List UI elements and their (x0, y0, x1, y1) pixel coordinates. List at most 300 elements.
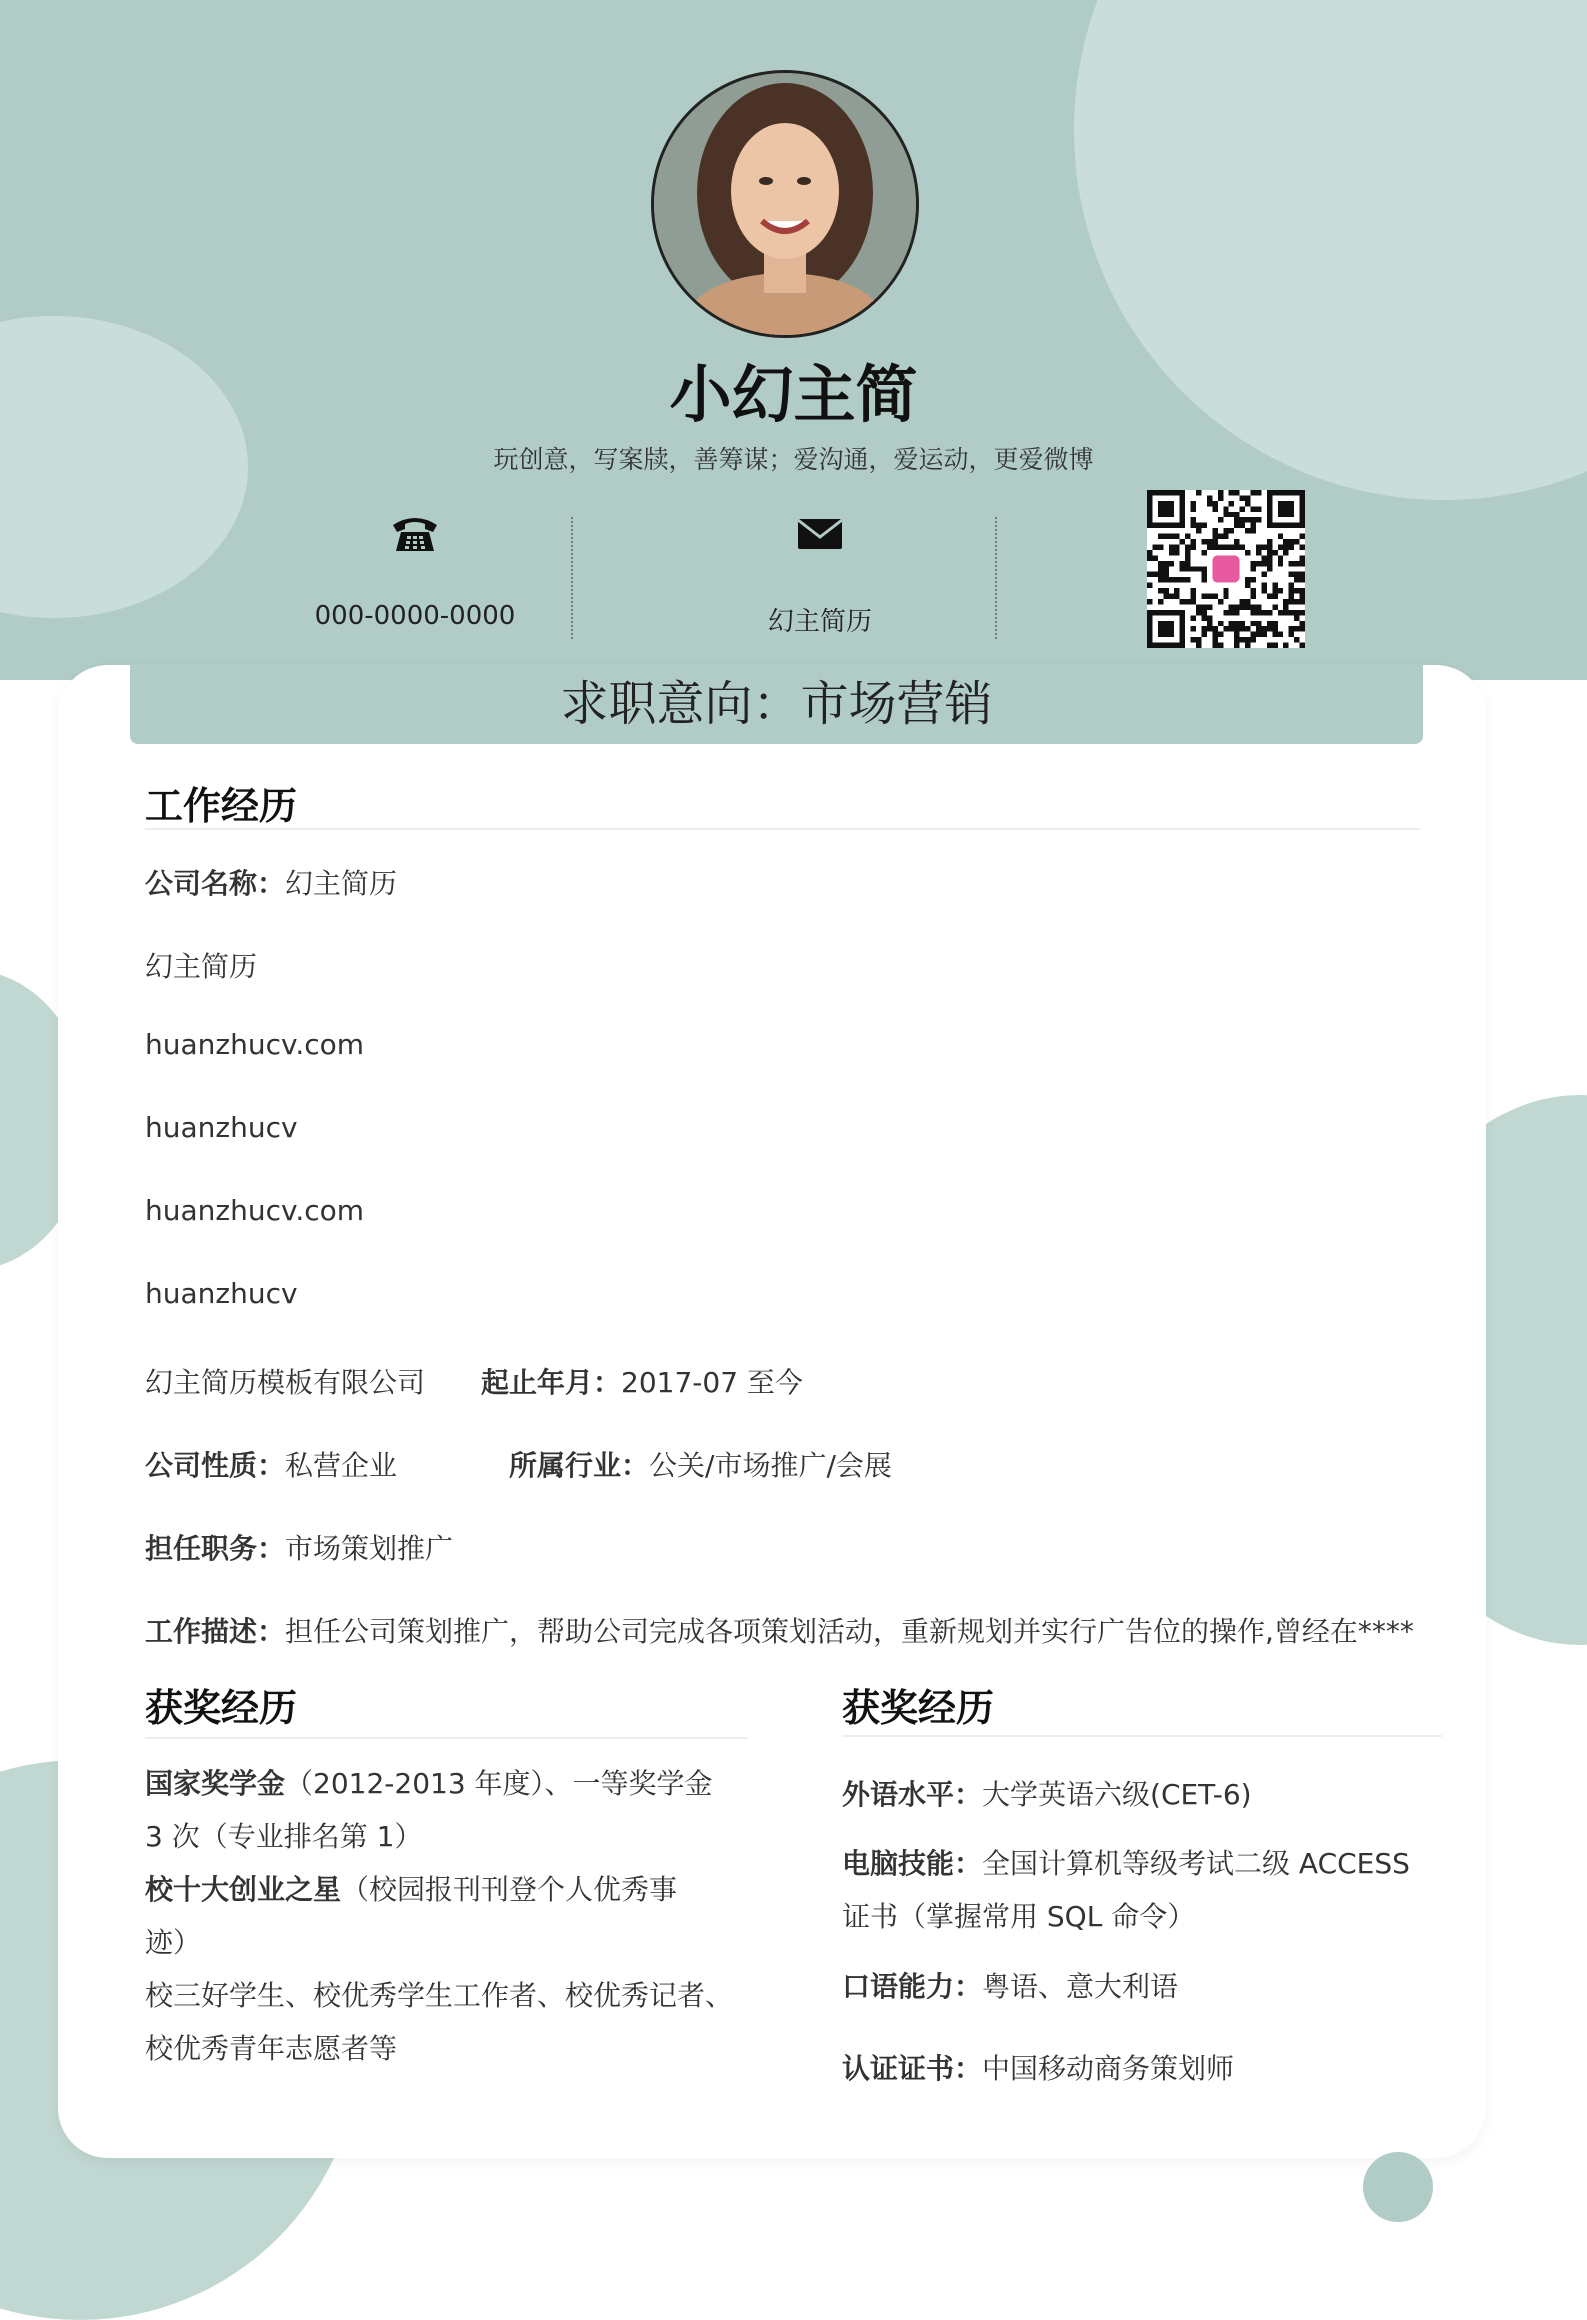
qr-module (1278, 501, 1283, 506)
qr-module (1267, 512, 1272, 517)
qr-module (1212, 632, 1217, 637)
qr-module (1169, 621, 1174, 626)
qr-module (1147, 621, 1152, 626)
work-line-3: huanzhucv (145, 1111, 298, 1144)
qr-module (1169, 610, 1174, 615)
qr-module (1283, 512, 1288, 517)
oral-label: 口语能力： (842, 1970, 983, 2003)
qr-module (1245, 577, 1250, 582)
qr-module (1185, 599, 1190, 604)
qr-module (1191, 506, 1196, 511)
qr-module (1218, 534, 1223, 539)
qr-module (1158, 561, 1163, 566)
qr-module (1191, 599, 1196, 604)
qr-module (1158, 512, 1163, 517)
qr-module (1158, 544, 1163, 549)
qr-module (1212, 539, 1217, 544)
qr-module (1174, 610, 1179, 615)
qr-module (1163, 621, 1168, 626)
award-item: 校三好学生、校优秀学生工作者、校优秀记者、 (145, 1979, 734, 2012)
qr-module (1185, 561, 1190, 566)
qr-module (1300, 621, 1305, 626)
description-value: 担任公司策划推广，帮助公司完成各项策划活动，重新规划并实行广告位的操作,曾经在**** (285, 1615, 1414, 1648)
qr-module (1256, 604, 1261, 609)
qr-module (1229, 512, 1234, 517)
qr-module (1174, 577, 1179, 582)
qr-module (1294, 490, 1299, 495)
qr-module (1196, 643, 1201, 648)
qr-module (1283, 643, 1288, 648)
qr-module (1261, 572, 1266, 577)
qr-module (1180, 539, 1185, 544)
role-label: 担任职务： (145, 1532, 286, 1565)
qr-module (1169, 594, 1174, 599)
qr-module (1267, 544, 1272, 549)
company-full-name: 幻主简历模板有限公司 (145, 1366, 426, 1399)
qr-module (1169, 523, 1174, 528)
qr-module (1229, 490, 1234, 495)
qr-module (1300, 517, 1305, 522)
qr-module (1272, 550, 1277, 555)
qr-module (1278, 588, 1283, 593)
qr-module (1196, 523, 1201, 528)
qr-module (1245, 604, 1250, 609)
qr-module (1152, 523, 1157, 528)
work-line-2: huanzhucv.com (145, 1028, 365, 1061)
qr-module (1300, 506, 1305, 511)
qr-module (1278, 561, 1283, 566)
qr-module (1261, 555, 1266, 560)
qr-module (1191, 637, 1196, 642)
description-row (145, 1610, 1414, 1650)
qr-module (1234, 632, 1239, 637)
qr-module (1245, 528, 1250, 533)
qr-module (1229, 626, 1234, 631)
decor-dot-bottom-right (1363, 2152, 1433, 2222)
qr-module (1169, 501, 1174, 506)
qr-module (1163, 512, 1168, 517)
envelope-icon (792, 505, 848, 561)
qr-module (1240, 495, 1245, 500)
qr-module (1218, 490, 1223, 495)
qr-module (1191, 615, 1196, 620)
qr-module (1245, 550, 1250, 555)
qr-module (1245, 583, 1250, 588)
qr-module (1300, 626, 1305, 631)
qr-module (1212, 643, 1217, 648)
qr-module (1261, 626, 1266, 631)
qr-module (1267, 643, 1272, 648)
qr-module (1147, 583, 1152, 588)
qr-module (1234, 637, 1239, 642)
qr-module (1251, 566, 1256, 571)
company-nature-value: 私营企业 (285, 1449, 398, 1482)
qr-module (1196, 604, 1201, 609)
qr-module (1300, 588, 1305, 593)
qr-module (1267, 550, 1272, 555)
qr-module (1289, 539, 1294, 544)
avatar (651, 70, 919, 338)
qr-module (1201, 572, 1206, 577)
qr-module (1223, 512, 1228, 517)
qr-module (1158, 490, 1163, 495)
qr-module (1147, 490, 1152, 495)
qr-module (1240, 517, 1245, 522)
qr-module (1147, 637, 1152, 642)
qr-module (1158, 572, 1163, 577)
qr-module (1180, 561, 1185, 566)
qr-module (1278, 490, 1283, 495)
qr-module (1191, 544, 1196, 549)
qr-module (1207, 594, 1212, 599)
section-rule-work (145, 828, 1420, 830)
qr-module (1289, 594, 1294, 599)
qr-module (1289, 523, 1294, 528)
company-name-value: 幻主简历 (285, 867, 398, 900)
qr-module (1201, 594, 1206, 599)
qr-module (1147, 610, 1152, 615)
qr-module (1256, 632, 1261, 637)
qr-module (1300, 594, 1305, 599)
qr-module (1251, 561, 1256, 566)
qr-module (1289, 544, 1294, 549)
qr-module (1256, 517, 1261, 522)
email-address: 幻主简历 (767, 607, 872, 637)
qr-module (1300, 561, 1305, 566)
role-value: 市场策划推广 (285, 1532, 454, 1565)
qr-module (1251, 604, 1256, 609)
qr-module (1272, 632, 1277, 637)
qr-module (1147, 572, 1152, 577)
qr-module (1191, 517, 1196, 522)
qr-module (1147, 495, 1152, 500)
qr-module (1152, 572, 1157, 577)
qr-module (1234, 610, 1239, 615)
qr-module (1163, 572, 1168, 577)
qr-module (1223, 626, 1228, 631)
qr-module (1261, 588, 1266, 593)
qr-module (1245, 637, 1250, 642)
qr-module (1267, 501, 1272, 506)
section-rule-skills (842, 1735, 1442, 1737)
qr-module (1147, 555, 1152, 560)
qr-module (1212, 594, 1217, 599)
qr-module (1300, 495, 1305, 500)
qr-module (1245, 599, 1250, 604)
qr-module (1158, 534, 1163, 539)
qr-module (1174, 594, 1179, 599)
qr-module (1180, 517, 1185, 522)
phone-contact (280, 505, 550, 631)
award-text-cont: 迹） (145, 1926, 202, 1959)
qr-module (1245, 495, 1250, 500)
qr-module (1289, 490, 1294, 495)
qr-module (1163, 490, 1168, 495)
qr-module (1212, 626, 1217, 631)
qr-module (1272, 490, 1277, 495)
avatar-portrait (654, 73, 916, 335)
qr-module (1158, 643, 1163, 648)
qr-module (1267, 495, 1272, 500)
qr-module (1267, 555, 1272, 560)
qr-module (1152, 555, 1157, 560)
qr-module (1158, 632, 1163, 637)
qr-module (1147, 506, 1152, 511)
qr-module (1201, 604, 1206, 609)
oral-value: 粤语、意大利语 (982, 1970, 1179, 2003)
computer-skill-row (842, 1837, 1442, 1943)
company-nature-row (145, 1444, 397, 1484)
qr-module (1158, 626, 1163, 631)
qr-module (1278, 506, 1283, 511)
language-row (842, 1773, 1252, 1813)
qr-module (1201, 566, 1206, 571)
qr-module (1196, 637, 1201, 642)
qr-module (1201, 539, 1206, 544)
qr-module (1294, 615, 1299, 620)
qr-module (1158, 577, 1163, 582)
motto: 玩创意，写案牍，善筹谋；爱沟通，爱运动，更爱微博 (493, 445, 1094, 474)
qr-module (1180, 599, 1185, 604)
qr-module (1256, 544, 1261, 549)
qr-module (1163, 534, 1168, 539)
qr-module (1147, 632, 1152, 637)
qr-module (1212, 544, 1217, 549)
qr-module (1196, 566, 1201, 571)
email-contact (680, 505, 960, 638)
qr-module (1223, 534, 1228, 539)
qr-module (1180, 566, 1185, 571)
qr-module (1152, 610, 1157, 615)
qr-module (1300, 572, 1305, 577)
qr-module (1163, 626, 1168, 631)
qr-module (1147, 626, 1152, 631)
qr-module (1229, 610, 1234, 615)
qr-module (1234, 544, 1239, 549)
section-rule-awards (145, 1737, 748, 1739)
qr-module (1201, 550, 1206, 555)
qr-module (1294, 599, 1299, 604)
qr-module (1240, 544, 1245, 549)
qr-module (1212, 534, 1217, 539)
award-text-cont: 校优秀青年志愿者等 (145, 2032, 398, 2065)
qr-module (1163, 561, 1168, 566)
qr-module (1300, 501, 1305, 506)
qr-module (1267, 621, 1272, 626)
qr-module (1272, 604, 1277, 609)
qr-module (1278, 610, 1283, 615)
computer-skill-label: 电脑技能： (842, 1847, 983, 1880)
qr-module (1147, 523, 1152, 528)
qr-module (1174, 588, 1179, 593)
qr-module (1278, 534, 1283, 539)
qr-module (1174, 544, 1179, 549)
qr-module (1201, 615, 1206, 620)
qr-module (1251, 577, 1256, 582)
qr-module (1234, 523, 1239, 528)
qr-module (1185, 566, 1190, 571)
qr-module (1212, 506, 1217, 511)
qr-module (1251, 523, 1256, 528)
qr-module (1223, 544, 1228, 549)
qr-module (1147, 517, 1152, 522)
qr-module (1229, 501, 1234, 506)
qr-module (1218, 599, 1223, 604)
qr-module (1152, 490, 1157, 495)
qr-module (1234, 517, 1239, 522)
qr-module (1283, 539, 1288, 544)
qr-module (1169, 544, 1174, 549)
qr-module (1283, 490, 1288, 495)
qr-module (1212, 501, 1217, 506)
qr-module (1169, 506, 1174, 511)
period-value: 2017-07 至今 (621, 1366, 803, 1399)
work-line-5: huanzhucv (145, 1277, 298, 1310)
qr-module (1240, 599, 1245, 604)
qr-module (1218, 495, 1223, 500)
qr-module (1174, 643, 1179, 648)
qr-logo (1212, 555, 1239, 582)
qr-module (1251, 506, 1256, 511)
qr-module (1272, 626, 1277, 631)
qr-module (1267, 626, 1272, 631)
qr-module (1261, 544, 1266, 549)
qr-module (1267, 610, 1272, 615)
qr-module (1240, 621, 1245, 626)
language-value: 大学英语六级(CET-6) (982, 1778, 1252, 1811)
qr-module (1158, 506, 1163, 511)
qr-module (1289, 626, 1294, 631)
qr-module (1234, 643, 1239, 648)
qr-module (1180, 523, 1185, 528)
qr-module (1251, 621, 1256, 626)
qr-module (1256, 506, 1261, 511)
qr-module (1272, 643, 1277, 648)
qr-module (1158, 501, 1163, 506)
qr-module (1174, 523, 1179, 528)
qr-module (1223, 528, 1228, 533)
qr-module (1201, 632, 1206, 637)
qr-module (1256, 561, 1261, 566)
qr-module (1158, 610, 1163, 615)
qr-module (1163, 588, 1168, 593)
qr-module (1196, 528, 1201, 533)
qr-module (1169, 632, 1174, 637)
oral-row (842, 1965, 1178, 2005)
qr-module (1180, 621, 1185, 626)
qr-module (1207, 626, 1212, 631)
qr-module (1201, 610, 1206, 615)
certificate-row (842, 2047, 1234, 2087)
qr-module (1169, 550, 1174, 555)
qr-module (1163, 501, 1168, 506)
qr-module (1163, 632, 1168, 637)
qr-module (1223, 610, 1228, 615)
qr-module (1283, 604, 1288, 609)
industry-row (509, 1444, 892, 1484)
qr-module (1300, 512, 1305, 517)
qr-module (1240, 506, 1245, 511)
qr-module (1261, 561, 1266, 566)
qr-module (1207, 621, 1212, 626)
qr-module (1234, 604, 1239, 609)
qr-module (1229, 528, 1234, 533)
qr-module (1191, 566, 1196, 571)
industry-value: 公关/市场推广/会展 (649, 1449, 892, 1482)
qr-module (1294, 577, 1299, 582)
qr-module (1300, 599, 1305, 604)
qr-module (1147, 512, 1152, 517)
qr-module (1261, 632, 1266, 637)
qr-module (1251, 528, 1256, 533)
qr-module (1294, 572, 1299, 577)
computer-skill-value-cont: 证书（掌握常用 SQL 命令） (842, 1900, 1196, 1933)
company-name-label: 公司名称： (145, 867, 286, 900)
certificate-label: 认证证书： (842, 2052, 983, 2085)
qr-code-graphic (1147, 490, 1305, 648)
qr-module (1163, 594, 1168, 599)
qr-module (1278, 632, 1283, 637)
qr-module (1218, 632, 1223, 637)
qr-module (1251, 610, 1256, 615)
award-item (145, 1863, 765, 1916)
qr-module (1294, 626, 1299, 631)
award-text: （校园报刊刊登个人优秀事 (341, 1873, 678, 1906)
certificate-value: 中国移动商务策划师 (982, 2052, 1235, 2085)
qr-module (1185, 577, 1190, 582)
qr-module (1294, 523, 1299, 528)
qr-module (1201, 626, 1206, 631)
qr-module (1169, 534, 1174, 539)
qr-module (1251, 588, 1256, 593)
qr-module (1180, 610, 1185, 615)
role-row (145, 1527, 453, 1567)
qr-module (1256, 621, 1261, 626)
qr-module (1294, 561, 1299, 566)
qr-module (1289, 588, 1294, 593)
qr-module (1207, 604, 1212, 609)
qr-module (1245, 643, 1250, 648)
qr-module (1196, 610, 1201, 615)
qr-module (1294, 539, 1299, 544)
qr-module (1163, 566, 1168, 571)
qr-module (1185, 555, 1190, 560)
qr-module (1174, 534, 1179, 539)
qr-code-icon (1147, 490, 1305, 648)
qr-module (1158, 599, 1163, 604)
qr-module (1191, 626, 1196, 631)
qr-module (1163, 577, 1168, 582)
qr-module (1251, 632, 1256, 637)
qr-module (1180, 506, 1185, 511)
qr-module (1300, 490, 1305, 495)
qr-module (1158, 588, 1163, 593)
section-title-skills: 获奖经历 (842, 1686, 995, 1730)
qr-module (1169, 626, 1174, 631)
qr-module (1267, 539, 1272, 544)
qr-module (1300, 544, 1305, 549)
qr-module (1201, 523, 1206, 528)
qr-module (1289, 599, 1294, 604)
qr-module (1163, 643, 1168, 648)
qr-module (1207, 501, 1212, 506)
qr-module (1163, 506, 1168, 511)
qr-module (1180, 501, 1185, 506)
qr-module (1191, 594, 1196, 599)
qr-module (1218, 643, 1223, 648)
period-row (481, 1361, 803, 1401)
qr-module (1174, 550, 1179, 555)
